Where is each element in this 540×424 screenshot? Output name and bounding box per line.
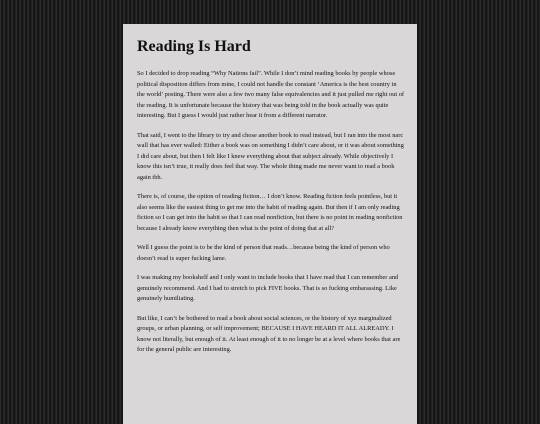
- post-paragraph-5: I was making my bookshelf and I only want to include books that I have read that I can remember and genuinely recommend. And I had to stretch to pick FIVE books. That is so fucking embarassing. Like genuinely humiliating.: [137, 274, 399, 302]
- post-paragraph-3: There is, of course, the option of reading fiction… I don’t know. Reading fiction feels pointless, but it also seems like the easiest thing to get me into the habit of reading again. But then if I am only reading fiction so I can get into the habit so that I can read nonfiction, but there is no point in reading nonfiction because I already know everything then what is the point of doing that at all?: [137, 193, 403, 232]
- post-paragraph-1: So I decided to drop reading “Why Nations fail”. While I don’t mind reading books by people whose political disposition differs from mine, I could not handle the constant ‘America is the best country in the world’ posting. There were also a few two many false equivalencies and it just pulled me right out of the reading. It is unfortunate because the history that was being told in the book actually was quite interesting. But I guess I would just rather hear it from a different narrator.: [137, 70, 405, 119]
- article-page: [123, 24, 417, 424]
- post-paragraph-4: Well I guess the point is to be the kind of person that reads…because being the kind of person who doesn’t read is super fucking lame.: [137, 244, 390, 262]
- post-title: Reading Is Hard: [137, 38, 251, 55]
- post-paragraph-2: That said, I went to the library to try and chose another book to read instead, but I ran into the most narc wall that has ever walled: Either a book was on something I didn’t care about, or it was about something I did care about, but then I felt like I knew everything about that subject already. While objectively I know this isn’t true, it really does feel that way. The whole thing made me never want to read a book again tbh.: [137, 131, 404, 181]
- post-paragraph-6: But like, I can’t be bothered to read a book about social sciences, or the history of xyz marginalized groups, or urban planning, or self improvement; BECAUSE I HAVE HEARD IT ALL ALREADY. I know not literally, but enough of it. At least enough of it to no longer be at a level where books that are for the general public are interesting.: [137, 314, 401, 353]
